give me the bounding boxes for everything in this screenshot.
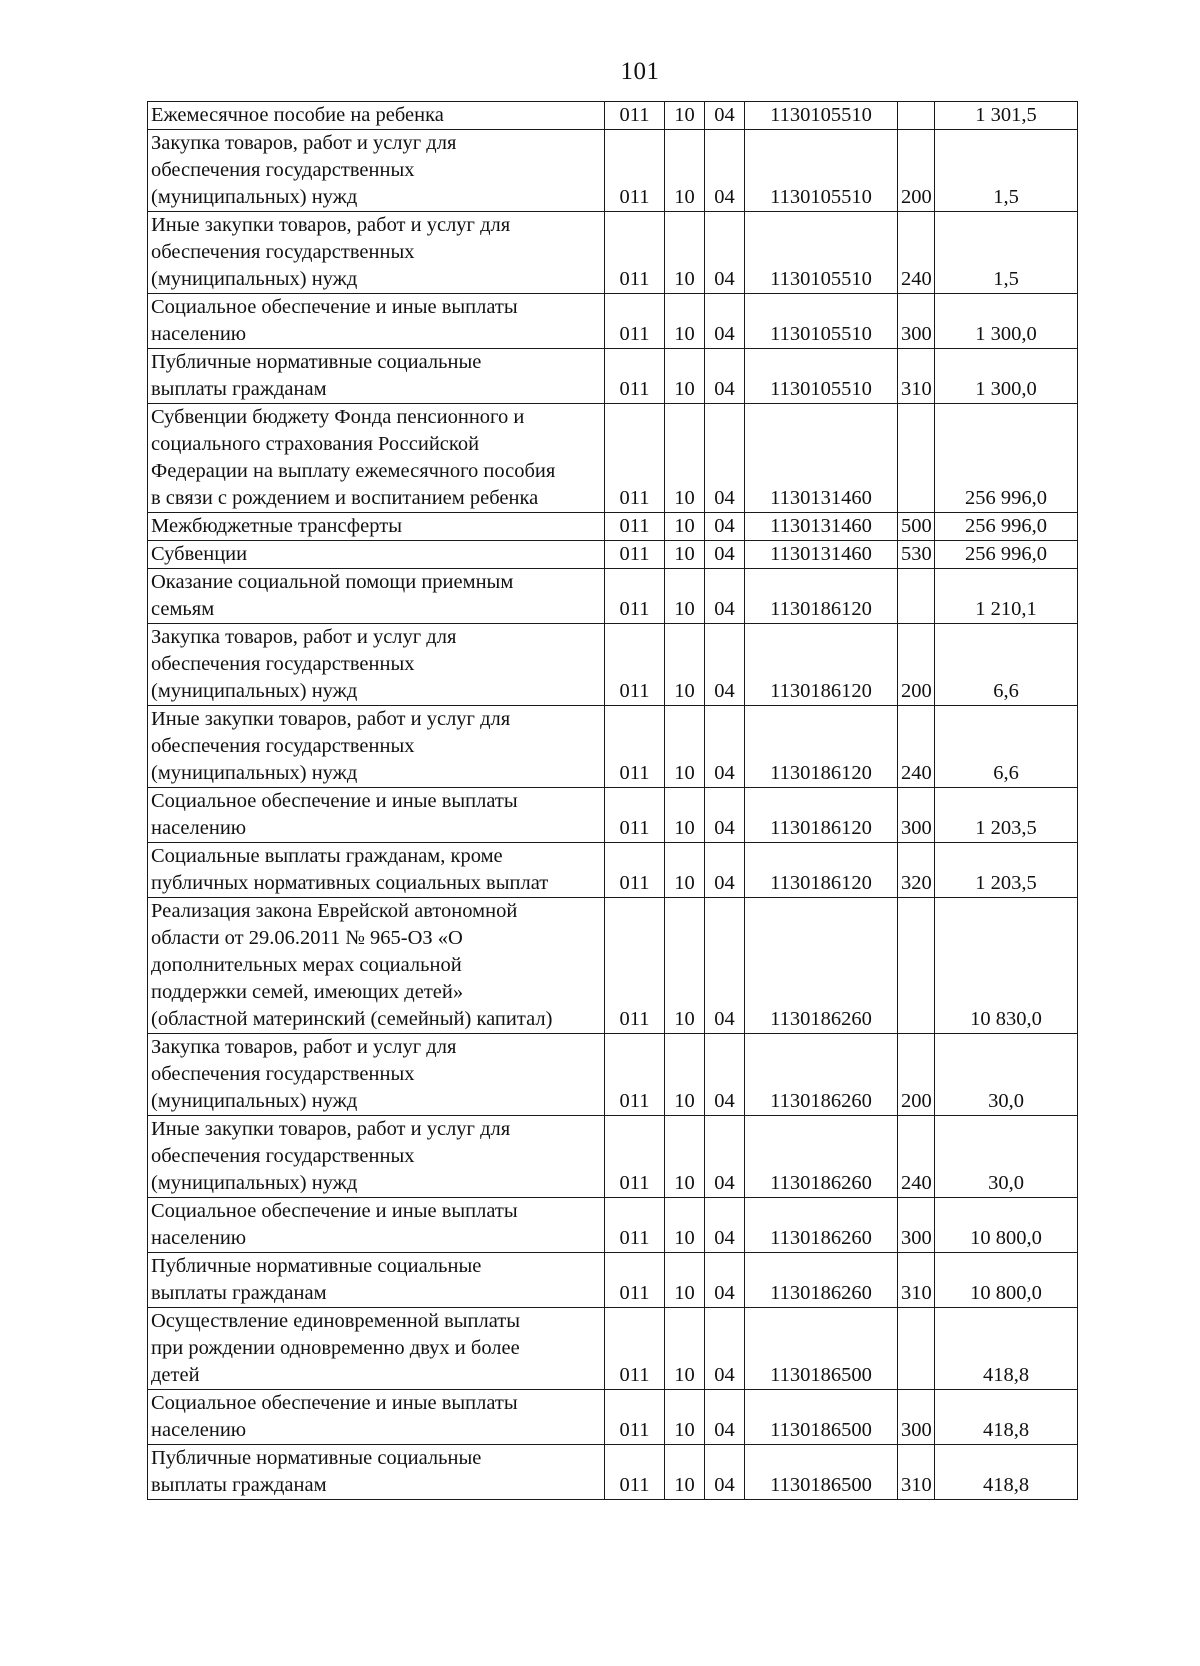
cell-item-name	[148, 130, 605, 212]
cell-item-name	[148, 788, 605, 843]
cell-amount: 418,8	[935, 1390, 1078, 1445]
cell-expense-type: 240	[898, 706, 935, 788]
cell-amount: 1 203,5	[935, 788, 1078, 843]
item-name-line: (муниципальных) нужд	[151, 1172, 358, 1194]
item-name-line: в связи с рождением и воспитанием ребенка	[151, 487, 539, 509]
cell-item-name	[148, 349, 605, 404]
cell-pr: 04	[705, 1390, 745, 1445]
cell-pr: 04	[705, 130, 745, 212]
cell-item-name	[148, 624, 605, 706]
cell-item-name	[148, 1445, 605, 1500]
cell-rz: 10	[665, 1034, 705, 1116]
table-row	[148, 102, 1078, 130]
cell-expense-type: 200	[898, 624, 935, 706]
cell-gr: 011	[605, 624, 665, 706]
cell-item-name	[148, 212, 605, 294]
item-name-line: населению	[151, 1419, 247, 1441]
cell-expense-type: 300	[898, 294, 935, 349]
cell-target-code: 1130105510	[745, 102, 898, 130]
table-row	[148, 624, 1078, 706]
table-row	[148, 541, 1078, 569]
cell-item-name	[148, 898, 605, 1034]
cell-expense-type: 300	[898, 788, 935, 843]
cell-item-name	[148, 404, 605, 513]
cell-rz: 10	[665, 788, 705, 843]
cell-target-code: 1130186500	[745, 1308, 898, 1390]
cell-gr: 011	[605, 898, 665, 1034]
cell-target-code: 1130105510	[745, 212, 898, 294]
cell-item-name	[148, 1253, 605, 1308]
item-name-line: области от 29.06.2011 № 965-ОЗ «О	[151, 927, 463, 949]
cell-expense-type: 310	[898, 1445, 935, 1500]
cell-item-name	[148, 569, 605, 624]
item-name-line: выплаты гражданам	[151, 1474, 327, 1496]
cell-target-code: 1130186260	[745, 1253, 898, 1308]
cell-expense-type	[898, 404, 935, 513]
cell-rz: 10	[665, 898, 705, 1034]
cell-rz: 10	[665, 1390, 705, 1445]
table-row	[148, 1198, 1078, 1253]
item-name-line: Иные закупки товаров, работ и услуг для	[151, 214, 511, 236]
item-name-line: Иные закупки товаров, работ и услуг для	[151, 1118, 511, 1140]
cell-gr: 011	[605, 130, 665, 212]
budget-table	[147, 101, 1078, 1500]
item-name-line: населению	[151, 1227, 247, 1249]
item-name-line: обеспечения государственных	[151, 1063, 415, 1085]
cell-target-code: 1130186260	[745, 1198, 898, 1253]
cell-rz: 10	[665, 294, 705, 349]
cell-expense-type	[898, 102, 935, 130]
cell-expense-type: 310	[898, 349, 935, 404]
item-name-line: Социальное обеспечение и иные выплаты	[151, 1200, 518, 1222]
cell-pr: 04	[705, 1253, 745, 1308]
table-row	[148, 898, 1078, 1034]
cell-target-code: 1130186260	[745, 1034, 898, 1116]
cell-gr: 011	[605, 541, 665, 569]
cell-amount: 256 996,0	[935, 513, 1078, 541]
cell-target-code: 1130131460	[745, 541, 898, 569]
item-name-line: выплаты гражданам	[151, 378, 327, 400]
cell-target-code: 1130105510	[745, 349, 898, 404]
cell-rz: 10	[665, 624, 705, 706]
cell-amount: 1,5	[935, 130, 1078, 212]
table-row	[148, 1390, 1078, 1445]
cell-amount: 10 800,0	[935, 1198, 1078, 1253]
cell-gr: 011	[605, 1253, 665, 1308]
cell-expense-type: 310	[898, 1253, 935, 1308]
cell-target-code: 1130131460	[745, 513, 898, 541]
item-name-line: (муниципальных) нужд	[151, 762, 358, 784]
cell-pr: 04	[705, 294, 745, 349]
cell-expense-type: 240	[898, 1116, 935, 1198]
cell-expense-type	[898, 1308, 935, 1390]
cell-item-name	[148, 706, 605, 788]
item-name-line: обеспечения государственных	[151, 241, 415, 263]
cell-target-code: 1130186500	[745, 1445, 898, 1500]
cell-pr: 04	[705, 569, 745, 624]
cell-pr: 04	[705, 404, 745, 513]
item-name-line: Субвенции бюджету Фонда пенсионного и	[151, 406, 525, 428]
cell-target-code: 1130105510	[745, 130, 898, 212]
item-name-line: Публичные нормативные социальные	[151, 1255, 482, 1277]
cell-pr: 04	[705, 513, 745, 541]
cell-pr: 04	[705, 1308, 745, 1390]
cell-item-name	[148, 1034, 605, 1116]
cell-pr: 04	[705, 1445, 745, 1500]
cell-amount: 418,8	[935, 1308, 1078, 1390]
item-name-line: дополнительных мерах социальной	[151, 954, 462, 976]
cell-target-code: 1130186260	[745, 1116, 898, 1198]
cell-amount: 30,0	[935, 1116, 1078, 1198]
cell-pr: 04	[705, 706, 745, 788]
item-name-line: Субвенции	[151, 543, 248, 565]
table-row	[148, 1308, 1078, 1390]
cell-rz: 10	[665, 1308, 705, 1390]
item-name-line: семьям	[151, 598, 215, 620]
table-row	[148, 1034, 1078, 1116]
cell-amount: 1 203,5	[935, 843, 1078, 898]
cell-rz: 10	[665, 1253, 705, 1308]
cell-amount: 256 996,0	[935, 541, 1078, 569]
item-name-line: обеспечения государственных	[151, 653, 415, 675]
cell-target-code: 1130186260	[745, 898, 898, 1034]
table-row	[148, 349, 1078, 404]
table-row	[148, 706, 1078, 788]
cell-expense-type	[898, 898, 935, 1034]
cell-expense-type: 200	[898, 130, 935, 212]
cell-rz: 10	[665, 706, 705, 788]
item-name-line: поддержки семей, имеющих детей»	[151, 981, 464, 1003]
cell-item-name	[148, 1116, 605, 1198]
cell-target-code: 1130105510	[745, 294, 898, 349]
item-name-line: Публичные нормативные социальные	[151, 351, 482, 373]
item-name-line: Социальные выплаты гражданам, кроме	[151, 845, 503, 867]
cell-gr: 011	[605, 1034, 665, 1116]
cell-amount: 6,6	[935, 624, 1078, 706]
item-name-line: Закупка товаров, работ и услуг для	[151, 1036, 457, 1058]
item-name-line: (муниципальных) нужд	[151, 680, 358, 702]
cell-gr: 011	[605, 569, 665, 624]
cell-target-code: 1130131460	[745, 404, 898, 513]
item-name-line: социального страхования Российской	[151, 433, 480, 455]
item-name-line: обеспечения государственных	[151, 159, 415, 181]
cell-pr: 04	[705, 624, 745, 706]
cell-gr: 011	[605, 212, 665, 294]
cell-gr: 011	[605, 294, 665, 349]
cell-rz: 10	[665, 1116, 705, 1198]
cell-amount: 1,5	[935, 212, 1078, 294]
cell-amount: 30,0	[935, 1034, 1078, 1116]
cell-target-code: 1130186120	[745, 569, 898, 624]
cell-gr: 011	[605, 843, 665, 898]
item-name-line: Закупка товаров, работ и услуг для	[151, 132, 457, 154]
table-row	[148, 1445, 1078, 1500]
table-row	[148, 513, 1078, 541]
item-name-line: Ежемесячное пособие на ребенка	[151, 104, 444, 126]
table-row	[148, 788, 1078, 843]
cell-expense-type: 200	[898, 1034, 935, 1116]
cell-rz: 10	[665, 541, 705, 569]
cell-rz: 10	[665, 1445, 705, 1500]
item-name-line: Социальное обеспечение и иные выплаты	[151, 296, 518, 318]
cell-rz: 10	[665, 1198, 705, 1253]
item-name-line: обеспечения государственных	[151, 1145, 415, 1167]
table-row	[148, 569, 1078, 624]
cell-amount: 418,8	[935, 1445, 1078, 1500]
cell-gr: 011	[605, 404, 665, 513]
cell-gr: 011	[605, 349, 665, 404]
item-name-line: Реализация закона Еврейской автономной	[151, 900, 518, 922]
cell-target-code: 1130186120	[745, 788, 898, 843]
cell-expense-type: 240	[898, 212, 935, 294]
item-name-line: (муниципальных) нужд	[151, 1090, 358, 1112]
item-name-line: населению	[151, 817, 247, 839]
table-row	[148, 404, 1078, 513]
cell-amount: 1 300,0	[935, 294, 1078, 349]
cell-amount: 10 830,0	[935, 898, 1078, 1034]
item-name-line: Социальное обеспечение и иные выплаты	[151, 790, 518, 812]
cell-gr: 011	[605, 788, 665, 843]
item-name-line: детей	[151, 1364, 200, 1386]
cell-pr: 04	[705, 788, 745, 843]
item-name-line: Иные закупки товаров, работ и услуг для	[151, 708, 511, 730]
cell-gr: 011	[605, 102, 665, 130]
cell-target-code: 1130186120	[745, 843, 898, 898]
cell-rz: 10	[665, 130, 705, 212]
cell-expense-type: 300	[898, 1390, 935, 1445]
item-name-line: Оказание социальной помощи приемным	[151, 571, 514, 593]
cell-gr: 011	[605, 1445, 665, 1500]
item-name-line: населению	[151, 323, 247, 345]
cell-rz: 10	[665, 843, 705, 898]
cell-expense-type: 300	[898, 1198, 935, 1253]
cell-expense-type: 530	[898, 541, 935, 569]
cell-pr: 04	[705, 1116, 745, 1198]
item-name-line: Осуществление единовременной выплаты	[151, 1310, 521, 1332]
cell-gr: 011	[605, 1308, 665, 1390]
table-row	[148, 843, 1078, 898]
cell-pr: 04	[705, 541, 745, 569]
table-row	[148, 294, 1078, 349]
cell-rz: 10	[665, 569, 705, 624]
page-number: 101	[620, 58, 660, 85]
cell-expense-type	[898, 569, 935, 624]
budget-table-body	[148, 102, 1078, 1500]
cell-gr: 011	[605, 1116, 665, 1198]
item-name-line: выплаты гражданам	[151, 1282, 327, 1304]
cell-gr: 011	[605, 1390, 665, 1445]
table-row	[148, 1116, 1078, 1198]
cell-amount: 1 210,1	[935, 569, 1078, 624]
item-name-line: публичных нормативных социальных выплат	[151, 872, 549, 894]
cell-item-name	[148, 294, 605, 349]
cell-rz: 10	[665, 513, 705, 541]
cell-item-name	[148, 513, 605, 541]
cell-expense-type: 500	[898, 513, 935, 541]
item-name-line: Социальное обеспечение и иные выплаты	[151, 1392, 518, 1414]
cell-rz: 10	[665, 212, 705, 294]
cell-target-code: 1130186120	[745, 706, 898, 788]
cell-target-code: 1130186500	[745, 1390, 898, 1445]
cell-amount: 1 301,5	[935, 102, 1078, 130]
cell-item-name	[148, 1308, 605, 1390]
cell-item-name	[148, 843, 605, 898]
cell-rz: 10	[665, 349, 705, 404]
item-name-line: Федерации на выплату ежемесячного пособия	[151, 460, 556, 482]
cell-rz: 10	[665, 404, 705, 513]
cell-pr: 04	[705, 102, 745, 130]
cell-pr: 04	[705, 1034, 745, 1116]
table-row	[148, 130, 1078, 212]
cell-amount: 6,6	[935, 706, 1078, 788]
cell-gr: 011	[605, 1198, 665, 1253]
cell-amount: 1 300,0	[935, 349, 1078, 404]
item-name-line: Межбюджетные трансферты	[151, 515, 402, 537]
item-name-line: (муниципальных) нужд	[151, 186, 358, 208]
cell-gr: 011	[605, 706, 665, 788]
cell-item-name	[148, 1198, 605, 1253]
cell-rz: 10	[665, 102, 705, 130]
cell-pr: 04	[705, 843, 745, 898]
table-row	[148, 212, 1078, 294]
cell-pr: 04	[705, 898, 745, 1034]
cell-item-name	[148, 1390, 605, 1445]
item-name-line: при рождении одновременно двух и более	[151, 1337, 520, 1359]
cell-item-name	[148, 541, 605, 569]
cell-expense-type: 320	[898, 843, 935, 898]
cell-amount: 256 996,0	[935, 404, 1078, 513]
cell-pr: 04	[705, 1198, 745, 1253]
item-name-line: обеспечения государственных	[151, 735, 415, 757]
cell-item-name	[148, 102, 605, 130]
cell-amount: 10 800,0	[935, 1253, 1078, 1308]
cell-pr: 04	[705, 212, 745, 294]
cell-pr: 04	[705, 349, 745, 404]
cell-gr: 011	[605, 513, 665, 541]
item-name-line: Закупка товаров, работ и услуг для	[151, 626, 457, 648]
item-name-line: (областной материнский (семейный) капитал)	[151, 1008, 553, 1030]
table-row	[148, 1253, 1078, 1308]
cell-target-code: 1130186120	[745, 624, 898, 706]
item-name-line: (муниципальных) нужд	[151, 268, 358, 290]
item-name-line: Публичные нормативные социальные	[151, 1447, 482, 1469]
